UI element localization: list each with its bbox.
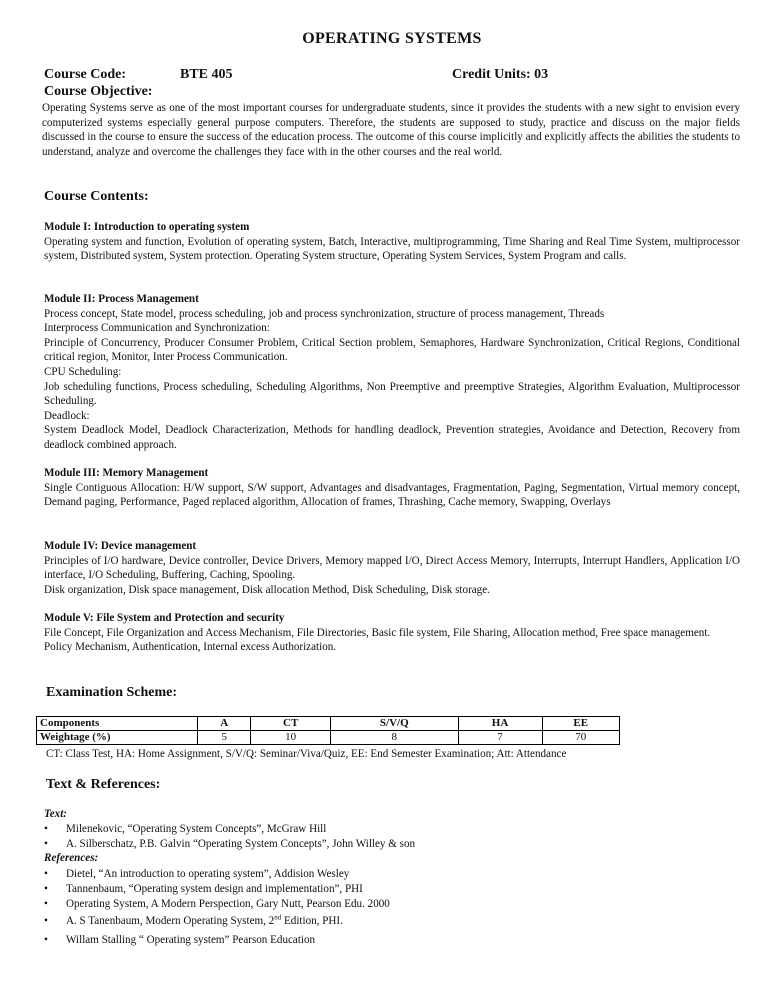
credit-units: Credit Units: 03	[452, 67, 549, 82]
table-cell: 5	[198, 731, 251, 745]
module-heading: Module V: File System and Protection and security	[44, 612, 285, 624]
list-item: • Operating System, A Modern Perspection, Gary Nutt, Pearson Edu. 2000	[44, 898, 390, 910]
table-cell: 10	[251, 731, 331, 745]
bullet-icon: •	[44, 838, 48, 850]
course-code-value: BTE 405	[180, 67, 233, 82]
exam-heading: Examination Scheme:	[46, 685, 178, 700]
table-cell: 70	[542, 731, 619, 745]
module-heading: Module I: Introduction to operating system	[44, 221, 250, 233]
refs-heading: Text & References:	[46, 777, 161, 792]
module-text: Disk organization, Disk space management, Disk allocation Method, Disk Scheduling, Disk storage.	[44, 583, 490, 596]
page-title: OPERATING SYSTEMS	[302, 30, 482, 47]
contents-heading: Course Contents:	[44, 189, 149, 204]
bullet-icon: •	[44, 934, 48, 946]
bullet-icon: •	[44, 823, 48, 835]
objective-text: Operating Systems serve as one of the most important courses for undergraduate students, since it provides the students with a new sight to envision every computerized systems especially general purpose computers. Therefore, the students are supposed to study, practice and discuss on the major fields discussed in the course to ensure the success of the education process. The outcome of this course implicitly and explicitly affects the abilities the students to understand, analyze and overcome the challenges they face with in the other courses and the real world.	[42, 102, 740, 158]
module-5	[44, 611, 740, 655]
table-cell: 7	[458, 731, 542, 745]
table-cell: S/V/Q	[330, 717, 458, 731]
list-item: • Tannenbaum, “Operating system design and implementation”, PHI	[44, 883, 363, 895]
module-heading: Module IV: Device management	[44, 540, 197, 552]
module-subheading: Deadlock:	[44, 409, 90, 422]
module-text: Principles of I/O hardware, Device controller, Device Drivers, Memory mapped I/O, Direct Access Memory, Interrupts, Interrupt Handlers, Application I/O interface, I/O Scheduling, Buffering, Caching, Spooling.	[44, 554, 740, 582]
table-row	[37, 731, 620, 745]
list-item: • Milenekovic, “Operating System Concepts”, McGraw Hill	[44, 823, 327, 835]
table-cell: A	[198, 717, 251, 731]
bullet-icon: •	[44, 898, 48, 910]
table-cell: CT	[251, 717, 331, 731]
bullet-icon: •	[44, 868, 48, 880]
references-label: References:	[44, 852, 99, 864]
module-text: Policy Mechanism, Authentication, Internal excess Authorization.	[44, 641, 337, 654]
module-text: File Concept, File Organization and Access Mechanism, File Directories, Basic file system, File Sharing, Allocation method, Free space management.	[44, 626, 711, 639]
bullet-icon: •	[44, 883, 48, 895]
module-subheading: CPU Scheduling:	[44, 365, 122, 378]
module-text: Single Contiguous Allocation: H/W support, S/W support, Advantages and disadvantages, Fragmentation, Paging, Segmentation, Virtual memory concept, Demand paging, Performance, Paged replaced algorithm, Allocation of frames, Thrashing, Cache memory, Swapping, Overlays	[44, 481, 740, 509]
text-list	[44, 822, 740, 852]
list-item: • A. Silberschatz, P.B. Galvin “Operating System Concepts”, John Willey & son	[44, 838, 416, 850]
list-item: • Dietel, “An introduction to operating system”, Addision Wesley	[44, 868, 350, 880]
table-cell: EE	[542, 717, 619, 731]
module-text: Operating system and function, Evolution of operating system, Batch, Interactive, multiprogramming, Time Sharing and Real Time System, multiprocessor system, Distributed system, System protection. Operating System structure, Operating System Services, System Program and calls.	[44, 235, 740, 263]
table-cell: Weightage (%)	[37, 731, 198, 745]
module-heading: Module III: Memory Management	[44, 467, 209, 479]
exam-table	[36, 716, 620, 745]
module-text: System Deadlock Model, Deadlock Characterization, Methods for handling deadlock, Prevention strategies, Avoidance and Detection, Recovery from deadlock combined approach.	[44, 424, 740, 451]
module-3	[44, 466, 740, 510]
list-item: • A. S Tanenbaum, Modern Operating System, 2nd Edition, PHI.	[44, 913, 343, 927]
module-2	[44, 292, 740, 453]
module-4	[44, 539, 740, 597]
module-heading: Module II: Process Management	[44, 293, 199, 305]
module-subheading: Interprocess Communication and Synchronization:	[44, 322, 270, 335]
module-text: Process concept, State model, process scheduling, job and process synchronization, structure of process management, Threads	[44, 307, 605, 320]
exam-note: CT: Class Test, HA: Home Assignment, S/V/Q: Seminar/Viva/Quiz, EE: End Semester Examination; Att: Attendance	[46, 748, 567, 760]
table-cell: HA	[458, 717, 542, 731]
references-list	[44, 867, 740, 948]
table-cell: 8	[330, 731, 458, 745]
table-row	[37, 717, 620, 731]
bullet-icon: •	[44, 915, 48, 927]
text-label: Text:	[44, 808, 68, 820]
module-1	[44, 220, 740, 264]
list-item: • Willam Stalling “ Operating system” Pearson Education	[44, 934, 316, 946]
objective-heading: Course Objective:	[44, 84, 153, 99]
course-code-label: Course Code:	[44, 67, 127, 82]
module-text: Principle of Concurrency, Producer Consumer Problem, Critical Section problem, Semaphores, Hardware Synchronization, Critical Regions, Conditional critical region, Monitor, Inter Process Communication.	[44, 336, 740, 364]
table-cell: Components	[37, 717, 198, 731]
module-text: Job scheduling functions, Process scheduling, Scheduling Algorithms, Non Preemptive and preemptive Strategies, Algorithm Evaluation, Multiprocessor Scheduling.	[44, 380, 740, 408]
